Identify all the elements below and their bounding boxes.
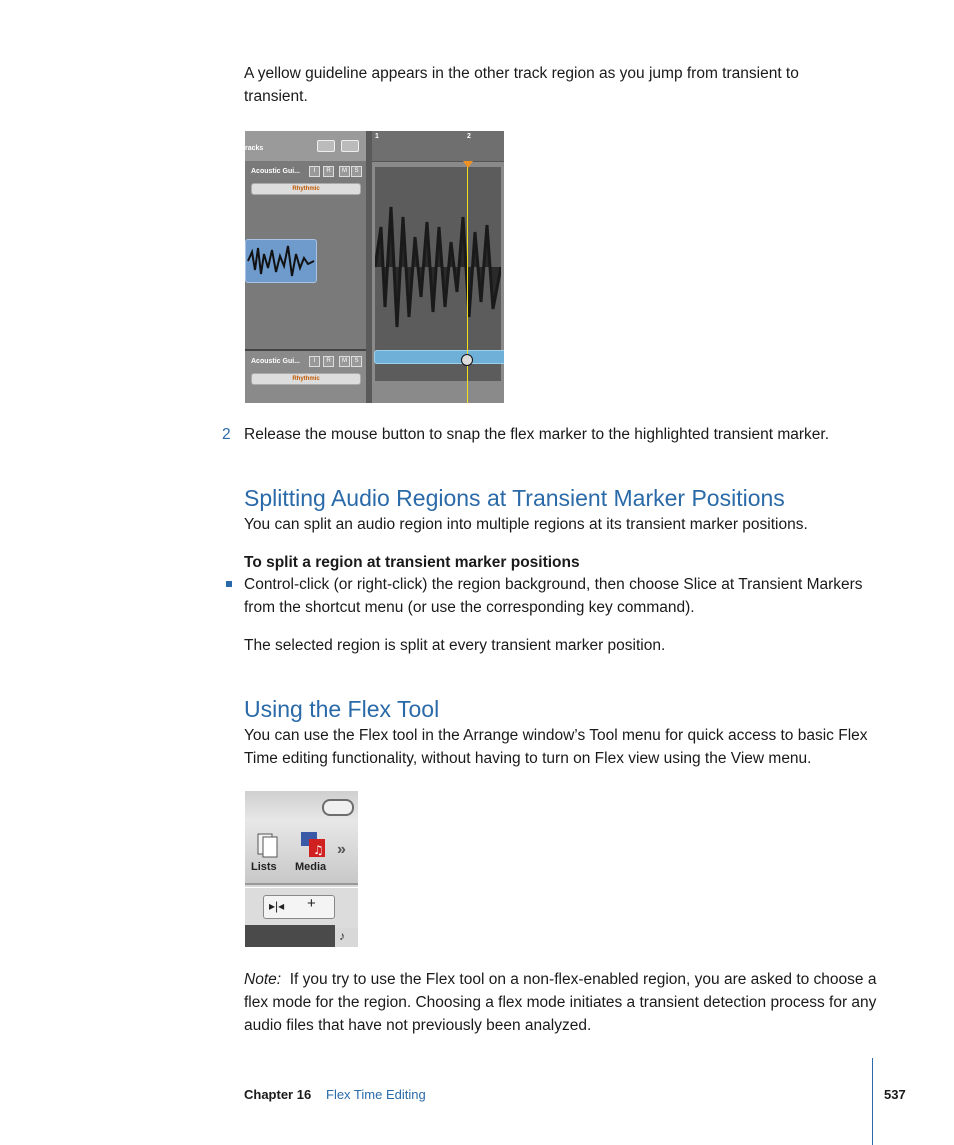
arrange-region-strip — [245, 925, 335, 947]
note-paragraph — [244, 968, 879, 1037]
media-icon — [299, 829, 327, 859]
note-text: If you try to use the Flex tool on a non-flex-enabled region, you are asked to choose a flex mode for the region. Choosing a flex mode initiates a transient detection process for any audio files that have not previously been analyzed. — [244, 971, 877, 1034]
audio-region-lower[interactable] — [374, 350, 504, 364]
media-button[interactable]: Media — [295, 861, 327, 873]
track2-record-button[interactable]: R — [323, 356, 334, 367]
bullet-icon — [226, 581, 232, 587]
ruler-bar-1: 1 — [375, 133, 379, 140]
footer-chapter-title[interactable]: Flex Time Editing — [326, 1087, 426, 1102]
page-number: 537 — [884, 1087, 906, 1102]
flex-cursor-icon — [461, 354, 473, 366]
section1-intro: You can split an audio region into multiple regions at its transient marker positions. — [244, 516, 808, 533]
track2-input-button[interactable]: I — [309, 356, 320, 367]
large-waveform-icon — [375, 167, 501, 381]
folder-button[interactable] — [341, 140, 359, 152]
track1-mute-button[interactable]: M — [339, 166, 350, 177]
result-text: The selected region is split at every transient marker position. — [244, 637, 666, 654]
note-icon: ♪ — [339, 929, 345, 943]
footer-chapter: Chapter 16 — [244, 1087, 312, 1102]
footer-rule — [872, 1058, 873, 1145]
intro-paragraph: A yellow guideline appears in the other track region as you jump from transient to transient. — [244, 65, 799, 105]
track2-mute-button[interactable]: M — [339, 356, 350, 367]
track1-flex-mode[interactable]: Rhythmic — [251, 183, 361, 195]
audio-region-large[interactable] — [375, 167, 501, 381]
ruler-bar-2: 2 — [467, 133, 471, 140]
track2-flex-mode[interactable]: Rhythmic — [251, 373, 361, 385]
playhead-marker-icon — [463, 161, 473, 168]
flex-tool-icon[interactable]: ▸|◂ — [269, 899, 285, 913]
note-label: Note: — [244, 971, 282, 988]
tracks-label: racks — [245, 145, 264, 152]
yellow-guideline — [467, 161, 468, 403]
chevron-icon[interactable]: » — [337, 841, 346, 858]
step-text: Release the mouse button to snap the flex marker to the highlighted transient marker. — [244, 426, 830, 443]
svg-text:♫: ♫ — [313, 843, 324, 857]
track1-solo-button[interactable]: S — [351, 166, 362, 177]
bullet-text: Control-click (or right-click) the region background, then choose Slice at Transient Markers from the shortcut menu (or use the corresponding key command). — [244, 576, 863, 616]
arrange-window-screenshot — [245, 131, 504, 403]
add-track-button[interactable] — [317, 140, 335, 152]
step-number: 2 — [222, 426, 231, 443]
lists-button[interactable]: Lists — [251, 861, 277, 873]
track1-record-button[interactable]: R — [323, 166, 334, 177]
track2-name: Acoustic Gui... — [251, 358, 301, 365]
waveform-icon — [246, 240, 316, 282]
section2-intro: You can use the Flex tool in the Arrange window’s Tool menu for quick access to basic Flex Time editing functionality, without having to turn on Flex view using the View menu. — [244, 727, 868, 767]
track1-input-button[interactable]: I — [309, 166, 320, 177]
section-heading-splitting: Splitting Audio Regions at Transient Marker Positions — [244, 485, 785, 511]
toolbar-screenshot — [245, 791, 358, 947]
toolbar-toggle-button[interactable] — [322, 799, 354, 816]
lists-icon — [255, 831, 281, 859]
track1-name: Acoustic Gui... — [251, 168, 301, 175]
audio-region-small[interactable] — [245, 239, 317, 283]
pointer-tool-icon[interactable]: + — [307, 895, 316, 912]
bar-ruler[interactable] — [372, 131, 504, 162]
track2-solo-button[interactable]: S — [351, 356, 362, 367]
task-heading: To split a region at transient marker positions — [244, 554, 580, 571]
section-heading-flex-tool: Using the Flex Tool — [244, 696, 440, 722]
